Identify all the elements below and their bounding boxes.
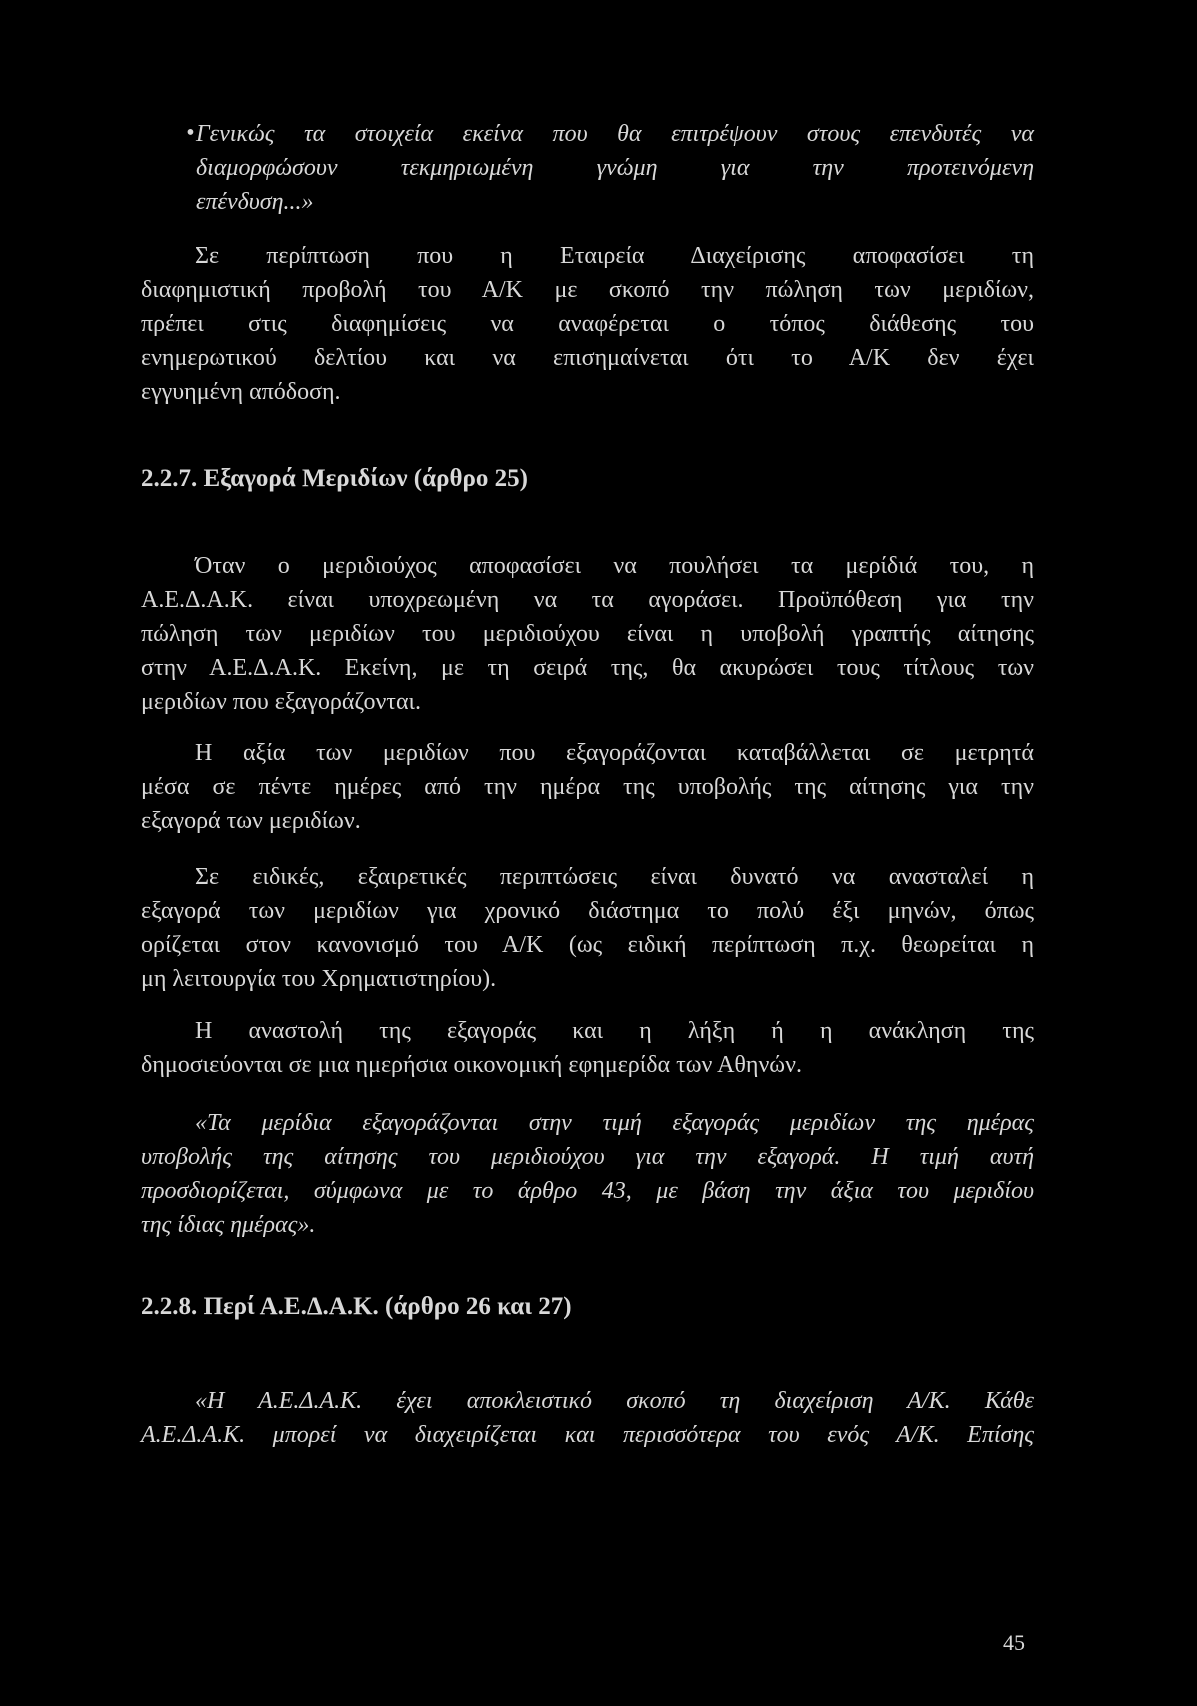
text-line: υποβολής της αίτησης του μεριδιούχου για την εξαγορά. Η τιμή αυτή bbox=[141, 1144, 1034, 1170]
paragraph-quote-aedak bbox=[141, 1384, 1034, 1452]
text-line: προσδιορίζεται, σύμφωνα με το άρθρο 43, με βάση την άξια του μεριδίου bbox=[141, 1178, 1034, 1204]
text-line: εξαγορά των μεριδίων. bbox=[141, 808, 361, 834]
bullet-quote-paragraph bbox=[196, 117, 1034, 219]
text-line: Α.Ε.Δ.Α.Κ. είναι υποχρεωμένη να τα αγοράσει. Προϋπόθεση για την bbox=[141, 587, 1034, 613]
text-line: μέσα σε πέντε ημέρες από την ημέρα της υποβολής της αίτησης για την bbox=[141, 774, 1034, 800]
text-line: «Τα μερίδια εξαγοράζονται στην τιμή εξαγοράς μεριδίων της ημέρας bbox=[195, 1110, 1034, 1136]
paragraph-redemption-value bbox=[141, 736, 1034, 838]
text-line: Όταν ο μεριδιούχος αποφασίσει να πουλήσει τα μερίδιά του, η bbox=[195, 553, 1034, 579]
text-line: Σε ειδικές, εξαιρετικές περιπτώσεις είναι δυνατό να ανασταλεί η bbox=[195, 864, 1034, 890]
text-line: δημοσιεύονται σε μια ημερήσια οικονομική εφημερίδα των Αθηνών. bbox=[141, 1052, 802, 1078]
text-line: Η αξία των μεριδίων που εξαγοράζονται καταβάλλεται σε μετρητά bbox=[195, 740, 1034, 766]
section-heading-227: 2.2.7. Εξαγορά Μεριδίων (άρθρο 25) bbox=[141, 465, 528, 492]
text-line: Σε περίπτωση που η Εταιρεία Διαχείρισης αποφασίσει τη bbox=[195, 243, 1034, 269]
text-line: Γενικώς τα στοιχεία εκείνα που θα επιτρέψουν στους επενδυτές να bbox=[196, 121, 1034, 147]
paragraph-advertising bbox=[141, 239, 1034, 409]
text-line: διαμορφώσουν τεκμηριωμένη γνώμη για την προτεινόμενη bbox=[196, 155, 1034, 181]
text-line: της ίδιας ημέρας». bbox=[141, 1212, 316, 1238]
paragraph-redemption bbox=[141, 549, 1034, 719]
text-line: εγγυημένη απόδοση. bbox=[141, 379, 341, 405]
paragraph-publication bbox=[141, 1014, 1034, 1082]
text-line: επένδυση...» bbox=[196, 189, 314, 215]
text-line: «Η Α.Ε.Δ.Α.Κ. έχει αποκλειστικό σκοπό τη διαχείριση Α/Κ. Κάθε bbox=[195, 1388, 1034, 1414]
text-line: μη λειτουργία του Χρηματιστηρίου). bbox=[141, 966, 497, 992]
text-line: ορίζεται στον κανονισμό του Α/Κ (ως ειδική περίπτωση π.χ. θεωρείται η bbox=[141, 932, 1034, 958]
paragraph-suspension bbox=[141, 860, 1034, 996]
text-line: εξαγορά των μεριδίων για χρονικό διάστημα το πολύ έξι μηνών, όπως bbox=[141, 898, 1034, 924]
page-number: 45 bbox=[1003, 1630, 1025, 1655]
text-line: ενημερωτικού δελτίου και να επισημαίνεται ότι το Α/Κ δεν έχει bbox=[141, 345, 1034, 371]
text-line: διαφημιστική προβολή του Α/Κ με σκοπό την πώληση των μεριδίων, bbox=[141, 277, 1034, 303]
paragraph-quote-price bbox=[141, 1106, 1034, 1242]
text-line: στην Α.Ε.Δ.Α.Κ. Εκείνη, με τη σειρά της, θα ακυρώσει τους τίτλους των bbox=[141, 655, 1034, 681]
section-heading-228: 2.2.8. Περί Α.Ε.Δ.Α.Κ. (άρθρο 26 και 27) bbox=[141, 1293, 572, 1320]
bullet-marker: • bbox=[186, 120, 195, 146]
text-line: πρέπει στις διαφημίσεις να αναφέρεται ο τόπος διάθεσης του bbox=[141, 311, 1034, 337]
text-line: Η αναστολή της εξαγοράς και η λήξη ή η ανάκληση της bbox=[195, 1018, 1034, 1044]
text-line: μεριδίων που εξαγοράζονται. bbox=[141, 689, 421, 715]
text-line: πώληση των μεριδίων του μεριδιούχου είναι η υποβολή γραπτής αίτησης bbox=[141, 621, 1034, 647]
text-line: Α.Ε.Δ.Α.Κ. μπορεί να διαχειρίζεται και περισσότερα του ενός Α/Κ. Επίσης bbox=[141, 1422, 1034, 1448]
